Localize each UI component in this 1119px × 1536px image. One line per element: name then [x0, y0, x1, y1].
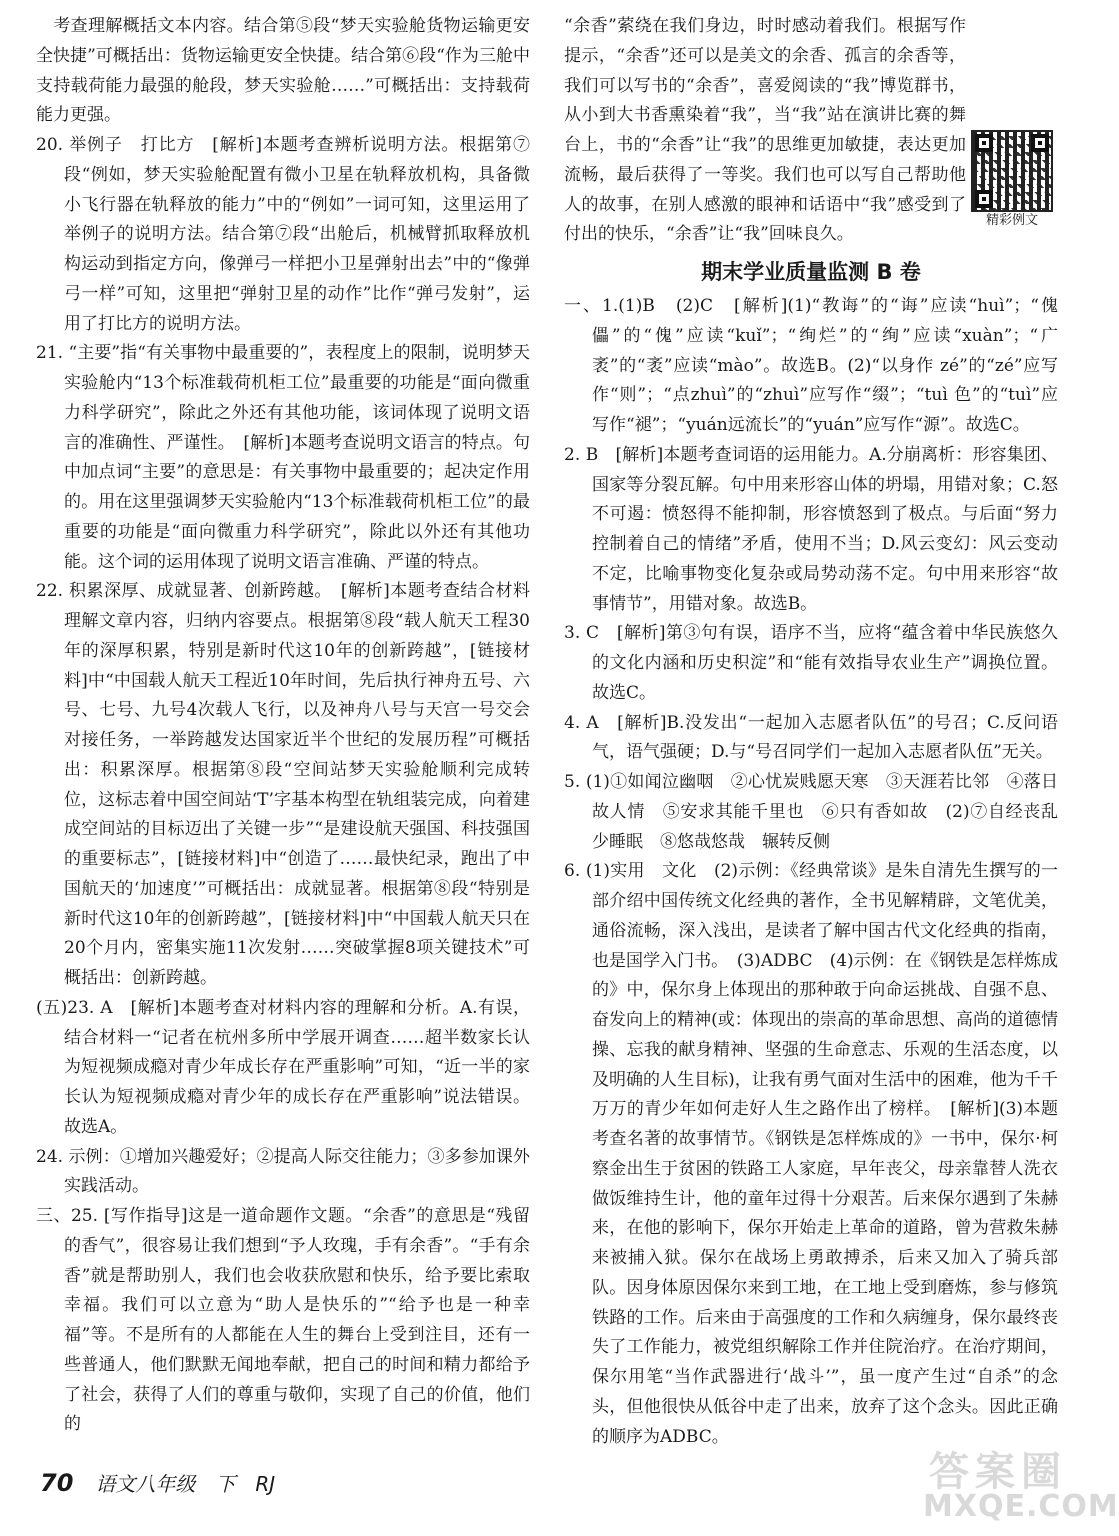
page-footer: [40, 1468, 275, 1497]
watermark-logo-icon: 答案圈: [929, 1449, 1067, 1495]
answer-25-continued: “余香”萦绕在我们身边，时时感动着我们。根据写作提示，“余香”还可以是美文的余香、孤言的余香等，我们可以写书的“余香”，喜爱阅读的“我”博览群书，从小到大书香熏染着“我”，当“我”站在演讲比赛的舞台上，书的“余香”让“我”的思维更加敏捷，表达更加流畅，最后获得了一等奖。我们也可以写自己帮助他人的故事，在别人感激的眼神和话语中“我”感受到了付出的快乐，“余香”让“我”回味良久。: [564, 16, 966, 245]
section-title: 期末学业质量监测 B 卷: [701, 260, 921, 284]
answer-b-3: 3. C [解析]第③句有误，语序不当，应将“蕴含着中华民族悠久的文化内涵和历史积淀”和“能有效指导农业生产”调换位置。故选C。: [564, 623, 1058, 703]
watermark: [923, 1449, 1119, 1528]
answer-23: (五)23. A [解析]本题考查对材料内容的理解和分析。A.有误，结合材料一“记者在杭州多所中学展开调查……超半数家长认为短视频成瘾对青少年成长存在严重影响”可知，“近一半的家长认为短视频成瘾对青少年的成长存在严重影响”说法错误。故选A。: [36, 997, 530, 1137]
answer-20: 20. 举例子 打比方 [解析]本题考查辨析说明方法。根据第⑦段“例如，梦天实验舱配置有微小卫星在轨释放机构，具备微小飞行器在轨释放的能力”中的“例如”一词可知，这里运用了举例子的说明方法。结合第⑦段“出舱后，机械臂抓取释放机构运动到指定方向，像弹弓一样把小卫星弹射出去”中的“像弹弓一样”可知，这里把“弹射卫星的动作”比作“弹弓发射”，运用了打比方的说明方法。: [36, 135, 530, 334]
answer-25: 三、25. [写作指导]这是一道命题作文题。“余香”的意思是“残留的香气”，很容易让我们想到“予人玫瑰，手有余香”。“手有余香”就是帮助别人，我们也会收获欣慰和快乐，给予要比索取幸福。我们可以立意为“助人是快乐的”“给予也是一种幸福”等。不是所有的人都能在人生的舞台上受到注目，还有一些普通人，他们默默无闻地奉献，把自己的时间和精力都给予了社会，获得了人们的尊重与敬仰，实现了自己的价值，他们的: [36, 1206, 530, 1435]
answer-19-continued: 考查理解概括文本内容。结合第⑤段“梦天实验舱货物运输更安全快捷”可概括出：货物运输更安全快捷。结合第⑥段“作为三舱中支持载荷能力最强的舱段，梦天实验舱……”可概括出：支持载荷能力更强。: [36, 16, 530, 126]
answer-24: 24. 示例：①增加兴趣爱好；②提高人际交往能力；③多参加课外实践活动。: [36, 1146, 530, 1197]
answer-21: 21. “主要”指“有关事物中最重要的”，表程度上的限制，说明梦天实验舱内“13个标准载荷机柜工位”最重要的功能是“面向微重力科学研究”，除此之外还有其他功能，该词体现了说明文语言的准确性、严谨性。 [解析]本题考查说明文语言的特点。句中加点词“主要”的意思是：有关事物中最重要的；起决定作用的。用在这里强调梦天实验舱内“13个标准载荷机柜工位”的最重要的功能是“面向微重力科学研究”，除此以外还有其他功能。这个词的运用体现了说明文语言准确、严谨的特点。: [36, 343, 530, 572]
answer-22: 22. 积累深厚、成就显著、创新跨越。 [解析]本题考查结合材料理解文章内容，归纳内容要点。根据第⑧段“载人航天工程30年的深厚积累，特别是新时代这10年的创新跨越”，[链接材料]中“中国载人航天工程近10年时间，先后执行神舟五号、六号、七号、九号4次载人飞行，以及神舟八号与天宫一号交会对接任务，一举跨越发达国家近半个世纪的发展历程”可概括出：积累深厚。根据第⑧段“空间站梦天实验舱顺利完成转位，这标志着中国空间站‘T’字基本构型在轨组装完成，向着建成空间站的目标迈出了关键一步”“是建设航天强国、科技强国的重要标志”，[链接材料]中“创造了……最快纪录，跑出了中国航天的‘加速度’”可概括出：成就显著。根据第⑧段“特别是新时代这10年的创新跨越”，[链接材料]中“中国载人航天只在20个月内，密集实施11次发射……突破掌握8项关键技术”可概括出：创新跨越。: [36, 581, 530, 988]
answer-b-1: 一、1.(1)B (2)C [解析](1)“教诲”的“诲”应读“huì”；“傀儡”的“傀”应读“kuǐ”；“绚烂”的“绚”应读“xuàn”；“广袤”的“袤”应读“mào”。故选B。(2)“以身作 zé”的“zé”应写作“则”；“点zhuì”的“zhuì”应写作“缀”；“tuì 色”的“tuì”应写作“褪”；“yuán远流长”的“yuán”应写作“源”。故选C。: [564, 296, 1058, 435]
answer-b-4: 4. A [解析]B.没发出“一起加入志愿者队伍”的号召；C.反问语气，语气强硬；D.与“号召同学们一起加入志愿者队伍”无关。: [564, 712, 1058, 763]
subject-label: 语文八年级 下 RJ: [95, 1472, 276, 1496]
answer-b-2: 2. B [解析]本题考查词语的运用能力。A.分崩离析：形容集团、国家等分裂瓦解。句中用来形容山体的坍塌，用错对象；C.怒不可遏：愤怒得不能抑制，形容愤怒到了极点。与后面“努力控制着自己的情绪”矛盾，使用不当；D.风云变幻：风云变动不定，比喻事物变化复杂或局势动荡不定。句中用来形容“故事情节”，用错对象。故选B。: [564, 444, 1058, 614]
left-column: [36, 12, 530, 1440]
page-number: 70: [40, 1469, 74, 1497]
answer-b-5: 5. (1)①如闻泣幽咽 ②心忧炭贱愿天寒 ③天涯若比邻 ④落日故人情 ⑤安求其能千里也 ⑥只有香如故 (2)⑦自经丧乱少睡眠 ⑧悠哉悠哉 辗转反侧: [564, 772, 1058, 852]
answer-b-6: 6. (1)实用 文化 (2)示例：《经典常谈》是朱自清先生撰写的一部介绍中国传统文化经典的著作，全书见解精辟，文笔优美，通俗流畅，深入浅出，是读者了解中国古代文化经典的指南，也是国学入门书。 (3)ADBC (4)示例：在《钢铁是怎样炼成的》中，保尔身上体现出的那种敢于向命运挑战、自强不息、奋发向上的精神(或：体现出的崇高的革命思想、高尚的道德情操、忘我的献身精神、坚强的生命意志、乐观的生活态度，以及明确的人生目标)，让我有勇气面对生活中的困难，他为千千万万的青少年如何走好人生之路作出了榜样。 [解析](3)本题考查名著的故事情节。《钢铁是怎样炼成的》一书中，保尔·柯察金出生于贫困的铁路工人家庭，早年丧父，母亲靠替人洗衣做饭维持生计，他的童年过得十分艰苦。后来保尔遇到了朱赫来，在他的影响下，保尔开始走上革命的道路，曾为营救朱赫来被捕入狱。保尔在战场上勇敢搏杀，后来又加入了骑兵部队。因身体原因保尔来到工地，在工地上受到磨炼，参与修筑铁路的工作。后来由于高强度的工作和久病缠身，保尔最终丧失了工作能力，被党组织解除工作并住院治疗。在治疗期间，保尔用笔“当作武器进行‘战斗’”，虽一度产生过“自杀”的念头，但他很快从低谷中走了出来，放弃了这个念头。因此正确的顺序为ADBC。: [564, 861, 1058, 1447]
right-column: [564, 12, 1058, 1452]
qr-caption: 精彩例文: [985, 213, 1038, 228]
watermark-url: MXQE.COM: [923, 1489, 1119, 1524]
